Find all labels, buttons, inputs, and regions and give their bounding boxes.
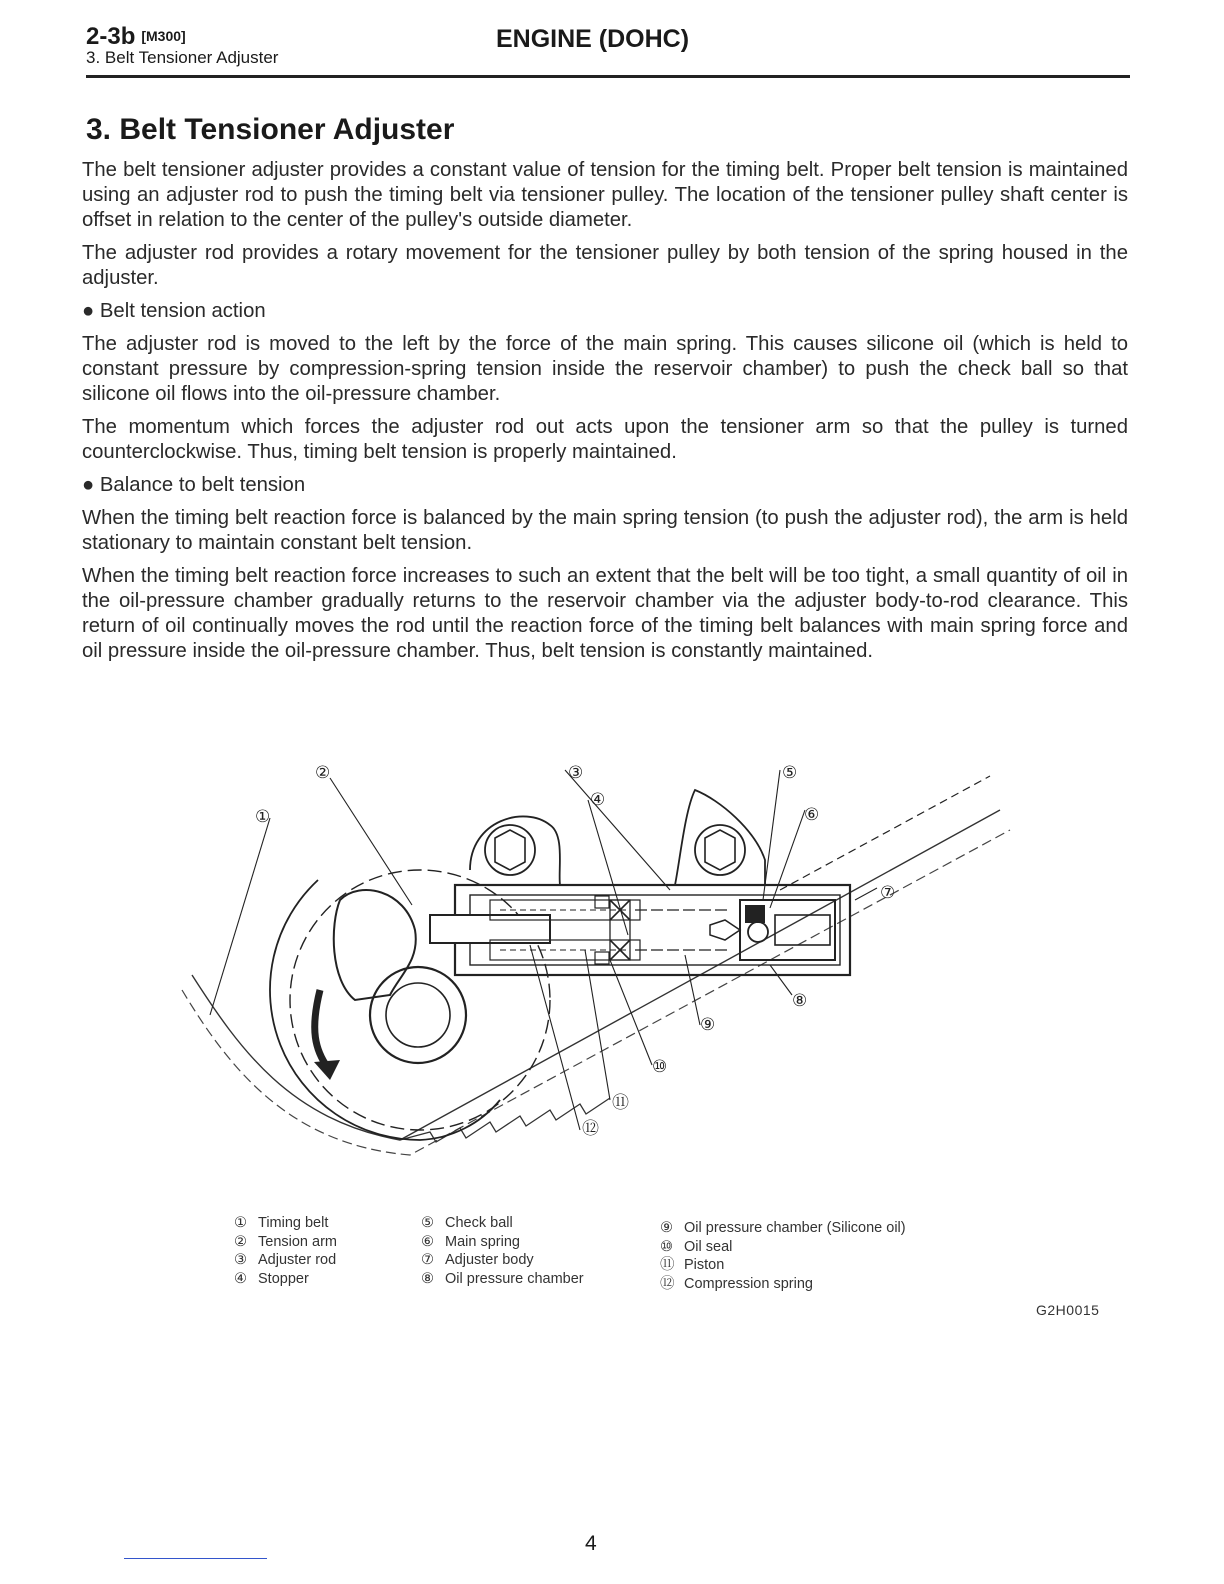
legend-label: Oil seal (684, 1238, 733, 1255)
legend-item (421, 1214, 584, 1233)
tensioner-pulley (270, 870, 550, 1140)
legend-label: Tension arm (258, 1233, 337, 1250)
legend-number: ⑪ (660, 1257, 675, 1273)
callout-9: ⑨ (700, 1015, 716, 1035)
bullet-item (82, 299, 1128, 324)
callout-10: ⑩ (652, 1057, 668, 1077)
callout-4: ④ (590, 790, 606, 810)
legend-number: ⑧ (421, 1270, 434, 1287)
mounting-bosses (470, 790, 765, 885)
legend-label: Piston (684, 1257, 725, 1273)
legend-label: Adjuster body (445, 1252, 534, 1268)
model-code: [M300] (141, 28, 186, 44)
body-text (82, 158, 1128, 672)
paragraph: When the timing belt reaction force increases to such an extent that the belt will be too tight, a small quantity of oil in the oil-pressure chamber gradually returns to the reservoir chamber via the adjuster body-to-rod clearance. This return of oil continually moves the rod until the reaction force of the timing belt balances with main spring force and oil pressure inside the oil-pressure chamber. Thus, belt tension is constantly maintained. (82, 565, 1128, 662)
paragraph: The momentum which forces the adjuster rod out acts upon the tensioner arm so that the pulley is turned counterclockwise. Thus, timing belt tension is properly maintained. (82, 416, 1128, 463)
rotation-arrow (314, 990, 340, 1080)
legend-item (234, 1214, 337, 1233)
legend-number: ⑥ (421, 1233, 434, 1250)
section-number: 2-3b (86, 23, 136, 50)
legend-number: ① (234, 1215, 247, 1231)
bullet-icon: ● (82, 474, 95, 496)
callout-5: ⑤ (782, 763, 798, 783)
legend-item (660, 1219, 906, 1238)
section-code (86, 22, 186, 51)
legend-item (660, 1275, 906, 1294)
legend-item (234, 1270, 337, 1289)
paragraph: The adjuster rod provides a rotary movement for the tensioner pulley by both tension of the spring housed in the adjuster. (82, 242, 1128, 289)
callout-8: ⑧ (792, 991, 808, 1011)
callout-6: ⑥ (804, 805, 820, 825)
legend-column-3 (660, 1219, 906, 1293)
callout-7: ⑦ (880, 883, 896, 903)
tension-arm (334, 890, 416, 1000)
legend-item (421, 1270, 584, 1289)
callout-12: ⑫ (582, 1119, 599, 1139)
legend-label: Check ball (445, 1215, 513, 1231)
legend-label: Timing belt (258, 1215, 329, 1231)
legend-label: Adjuster rod (258, 1252, 337, 1268)
paragraph: When the timing belt reaction force is balanced by the main spring tension (to push the adjuster rod), the arm is held stationary to maintain constant belt tension. (82, 507, 1128, 554)
legend-number: ⑤ (421, 1215, 434, 1231)
callout-labels (255, 763, 895, 1139)
callout-1: ① (255, 807, 271, 827)
footer-link-line (124, 1558, 267, 1559)
legend-label: Oil pressure chamber (445, 1270, 584, 1287)
bullet-icon: ● (82, 300, 95, 322)
bullet-item (82, 473, 1128, 498)
callout-3: ③ (568, 763, 584, 783)
legend-item (234, 1251, 337, 1270)
chapter-title: ENGINE (DOHC) (496, 25, 690, 53)
subsection-title: 3. Belt Tensioner Adjuster (86, 48, 279, 67)
legend-number: ④ (234, 1270, 247, 1287)
legend-item (421, 1233, 584, 1252)
legend-number: ⑩ (660, 1238, 673, 1255)
legend-column-2 (421, 1214, 584, 1288)
legend-label: Compression spring (684, 1275, 813, 1292)
bullet-label: Balance to belt tension (99, 474, 306, 496)
legend-label: Main spring (445, 1233, 520, 1250)
legend-label: Stopper (258, 1270, 309, 1287)
legend-number: ⑦ (421, 1252, 434, 1268)
legend-number: ⑫ (660, 1275, 675, 1292)
adjuster-body (430, 885, 850, 975)
callout-11: ⑪ (612, 1093, 629, 1113)
section-heading: 3. Belt Tensioner Adjuster (86, 113, 455, 146)
legend-item (660, 1256, 906, 1275)
paragraph: The belt tensioner adjuster provides a constant value of tension for the timing belt. Proper belt tension is maintained using an adjuster rod to push the timing belt via tensioner pulley. The location of the tensioner pulley shaft center is offset in relation to the center of the pulley's outside diameter. (82, 159, 1128, 231)
legend-column-1 (234, 1214, 337, 1288)
legend-label: Oil pressure chamber (Silicone oil) (684, 1220, 906, 1236)
legend-number: ⑨ (660, 1220, 673, 1236)
tensioner-diagram (180, 750, 1020, 1170)
legend-item (660, 1238, 906, 1257)
legend-number: ③ (234, 1252, 247, 1268)
bullet-label: Belt tension action (99, 300, 266, 322)
figure-code: G2H0015 (1036, 1302, 1100, 1318)
paragraph: The adjuster rod is moved to the left by the force of the main spring. This causes silicone oil (which is held to constant pressure by compression-spring tension inside the reservoir chamber) to push the check ball so that silicone oil flows into the oil-pressure chamber. (82, 333, 1128, 405)
legend-item (234, 1233, 337, 1252)
legend-item (421, 1251, 584, 1270)
page-number: 4 (585, 1532, 597, 1555)
legend-number: ② (234, 1233, 247, 1250)
header-rule (86, 75, 1130, 78)
callout-2: ② (315, 763, 331, 783)
